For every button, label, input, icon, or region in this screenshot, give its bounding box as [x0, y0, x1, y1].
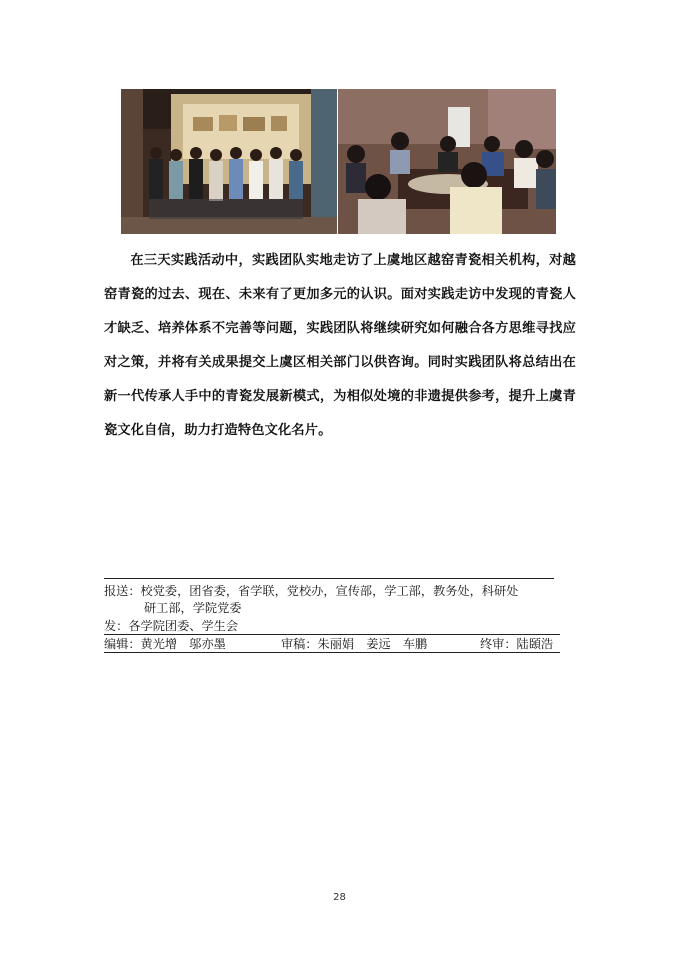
credit-final-review: 终审：陆頣浩: [480, 637, 554, 651]
divider-bottom: [104, 652, 560, 653]
distribution-report-to: 报送：校党委，团省委，省学联，党校办，宣传部，学工部，教务处，科研处: [104, 584, 519, 598]
divider-top: [104, 578, 554, 579]
distribution-send-to: 发：各学院团委、学生会: [104, 619, 239, 633]
distribution-report-to-continued: 研工部，学院党委: [144, 601, 242, 615]
body-paragraph: 在三天实践活动中，实践团队实地走访了上虞地区越窑青瓷相关机构，对越窑青瓷的过去、现在、未来有了更加多元的认识。面对实践走访中发现的青瓷人才缺乏、培养体系不完善等问题，实践团队将继续研究如何融合各方思维寻找应对之策，并将有关成果提交上虞区相关部门以供咨询。同时实践团队将总结出在新一代传承人手中的青瓷发展新模式，为相似处境的非遗提供参考，提升上虞青瓷文化自信，助力打造特色文化名片。: [104, 253, 576, 438]
credit-editor: 编辑：黄光增 邬亦墨: [104, 637, 226, 651]
meeting-photo-discussion: [338, 89, 556, 234]
page-number: 28: [333, 892, 346, 903]
group-photo-exhibition: [121, 89, 337, 234]
credit-reviewer: 审稿：朱丽娟 姜远 车鹏: [281, 637, 428, 651]
divider-middle: [104, 634, 560, 635]
